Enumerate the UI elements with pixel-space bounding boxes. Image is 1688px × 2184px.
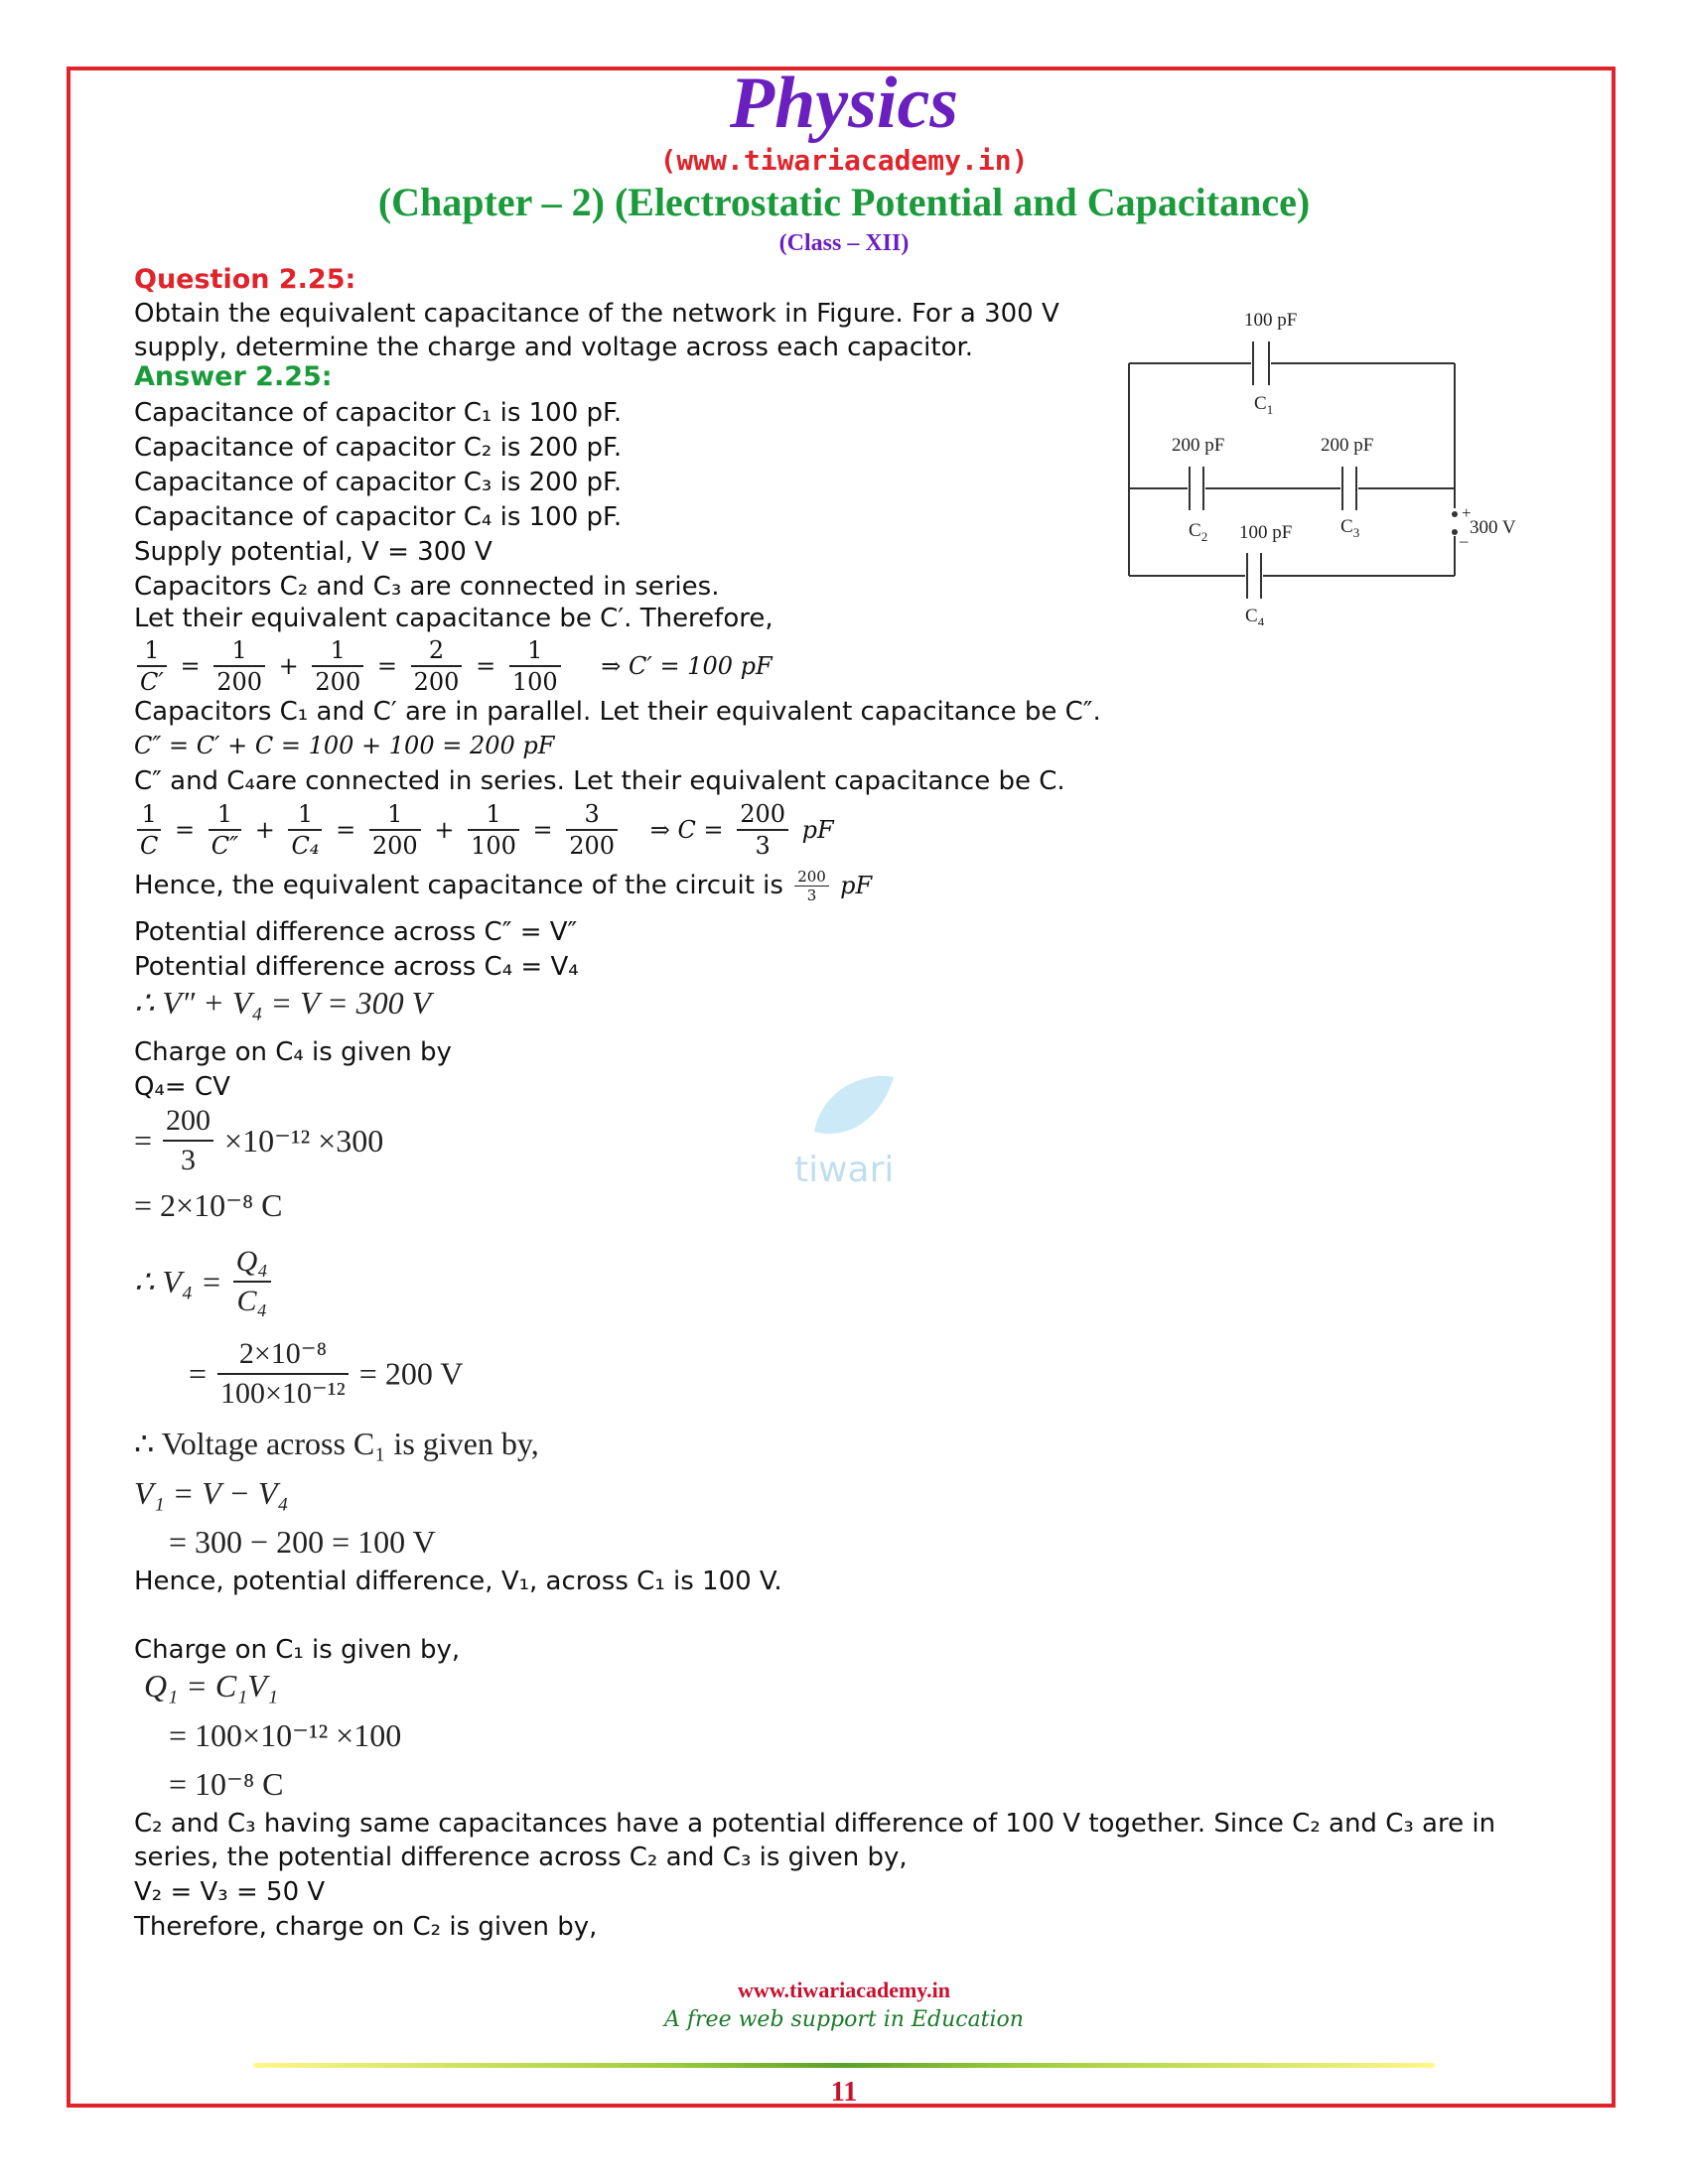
- terminal-minus-dot: [1452, 529, 1458, 535]
- answer-series-c4: C″ and C₄are connected in series. Let their equivalent capacitance be C.: [134, 766, 1065, 796]
- site-link[interactable]: (www.tiwariacademy.in): [659, 144, 1029, 177]
- answer-charge-c2: Therefore, charge on C₂ is given by,: [134, 1912, 598, 1942]
- equation-q1-result: = 10⁻⁸ C: [169, 1766, 284, 1802]
- svg-text:tiwari: tiwari: [794, 1150, 895, 1190]
- plus-sign: +: [1462, 503, 1472, 522]
- answer-charge-c4: Charge on C₄ is given by: [134, 1037, 452, 1067]
- class-label: (Class – XII): [778, 230, 910, 256]
- watermark-logo: [794, 1062, 914, 1191]
- c3-label: $C_3$: [1340, 516, 1360, 540]
- footer-site-link[interactable]: www.tiwariacademy.in: [738, 1978, 950, 2002]
- answer-q4: Q₄= CV: [134, 1072, 230, 1102]
- question-line-2: supply, determine the charge and voltage across each capacitor.: [134, 333, 974, 362]
- equation-parallel: C″ = C′ + C = 100 + 100 = 200 pF: [134, 732, 555, 759]
- footer-divider: [253, 2063, 1435, 2068]
- c4-value: 100 pF: [1239, 522, 1293, 543]
- equation-q4-result: = 2×10⁻⁸ C: [134, 1187, 283, 1223]
- footer-tagline: A free web support in Education: [664, 2007, 1024, 2032]
- terminal-plus-dot: [1452, 511, 1458, 517]
- c1-value: 100 pF: [1244, 310, 1298, 331]
- equation-series-c2-c3: $\frac{1}{C'}$ = $\frac{1}{200}$ + $\frac{1}{200}$ = $\frac{2}{200}$ = $\frac{1}{100}$ ⇒ C′ = 100 pF: [134, 635, 775, 697]
- page-number: 11: [830, 2077, 858, 2108]
- question-line-1: Obtain the equivalent capacitance of the network in Figure. For a 300 V: [134, 299, 1059, 329]
- page-title: Physics: [729, 63, 959, 144]
- answer-charge-c1: Charge on C₁ is given by,: [134, 1635, 461, 1665]
- c2-label: $C_2$: [1189, 520, 1208, 544]
- c1-label: $C_1$: [1254, 393, 1274, 417]
- answer-cap1: Capacitance of capacitor C₁ is 100 pF.: [134, 398, 623, 428]
- answer-hence-equivalent: Hence, the equivalent capacitance of the circuit is $\frac{200}{3}$ pF: [134, 868, 873, 904]
- minus-sign: –: [1460, 531, 1469, 550]
- equation-q1-calc: = 100×10⁻¹² ×100: [169, 1717, 402, 1753]
- supply-value: 300 V: [1470, 517, 1516, 538]
- answer-cap4: Capacitance of capacitor C₄ is 100 pF.: [134, 502, 623, 532]
- answer-v1-intro: ∴ Voltage across C₁ is given by,: [134, 1426, 539, 1461]
- answer-pd-c4: Potential difference across C₄ = V₄: [134, 952, 579, 982]
- answer-cap2: Capacitance of capacitor C₂ is 200 pF.: [134, 433, 623, 463]
- question-heading: Question 2.25:: [134, 264, 356, 295]
- answer-heading: Answer 2.25:: [134, 361, 333, 392]
- chapter-heading: (Chapter – 2) (Electrostatic Potential and Capacitance): [377, 180, 1311, 224]
- c2-value: 200 pF: [1172, 435, 1225, 456]
- answer-let-prime: Let their equivalent capacitance be C′. Therefore,: [134, 604, 774, 633]
- equation-v1-calc: = 300 − 200 = 100 V: [169, 1524, 436, 1560]
- capacitor-network-figure: [1112, 298, 1569, 625]
- answer-c23-line2: series, the potential difference across C₂ and C₃ is given by,: [134, 1843, 908, 1872]
- answer-pd-c2: Potential difference across C″ = V″: [134, 917, 578, 947]
- answer-series23: Capacitors C₂ and C₃ are connected in series.: [134, 572, 720, 602]
- equation-series-c4: $\frac{1}{C}$ = $\frac{1}{C''}$ + $\frac{1}{\text{C₄}}$ = $\frac{1}{200}$ + $\frac{1}{100}$ = $\frac{3}{200}$ ⇒ C = $\frac{200}{3}$ pF: [134, 799, 837, 861]
- answer-supply: Supply potential, V = 300 V: [134, 537, 492, 567]
- answer-cap3: Capacitance of capacitor C₃ is 200 pF.: [134, 468, 623, 497]
- answer-v23: V₂ = V₃ = 50 V: [134, 1877, 326, 1907]
- equation-v1: V₁ = V − V₄: [134, 1475, 289, 1511]
- equation-q1: Q₁ = C₁V₁: [144, 1668, 278, 1704]
- equation-v4-calc: = $\frac{\text{2×10⁻⁸}}{\text{100×10⁻¹²}}$ = 200 V: [189, 1335, 463, 1413]
- c3-value: 200 pF: [1321, 435, 1374, 456]
- leaf-icon: [794, 1062, 914, 1191]
- equation-v4: ∴ V₄ = $\frac{\text{Q₄}}{\text{C₄}}$: [134, 1243, 274, 1320]
- answer-hence-v1: Hence, potential difference, V₁, across C₁ is 100 V.: [134, 1567, 782, 1596]
- equation-q4-calc: = $\frac{200}{3}$ ×10⁻¹² ×300: [134, 1102, 383, 1179]
- equation-sum: ∴ V″ + V₄ = V = 300 V: [134, 985, 432, 1021]
- answer-parallel: Capacitors C₁ and C′ are in parallel. Let their equivalent capacitance be C″.: [134, 697, 1101, 727]
- c4-label: $C_4$: [1245, 606, 1265, 625]
- answer-c23-line1: C₂ and C₃ having same capacitances have a potential difference of 100 V together. Since C₂ and C₃ are in: [134, 1809, 1496, 1839]
